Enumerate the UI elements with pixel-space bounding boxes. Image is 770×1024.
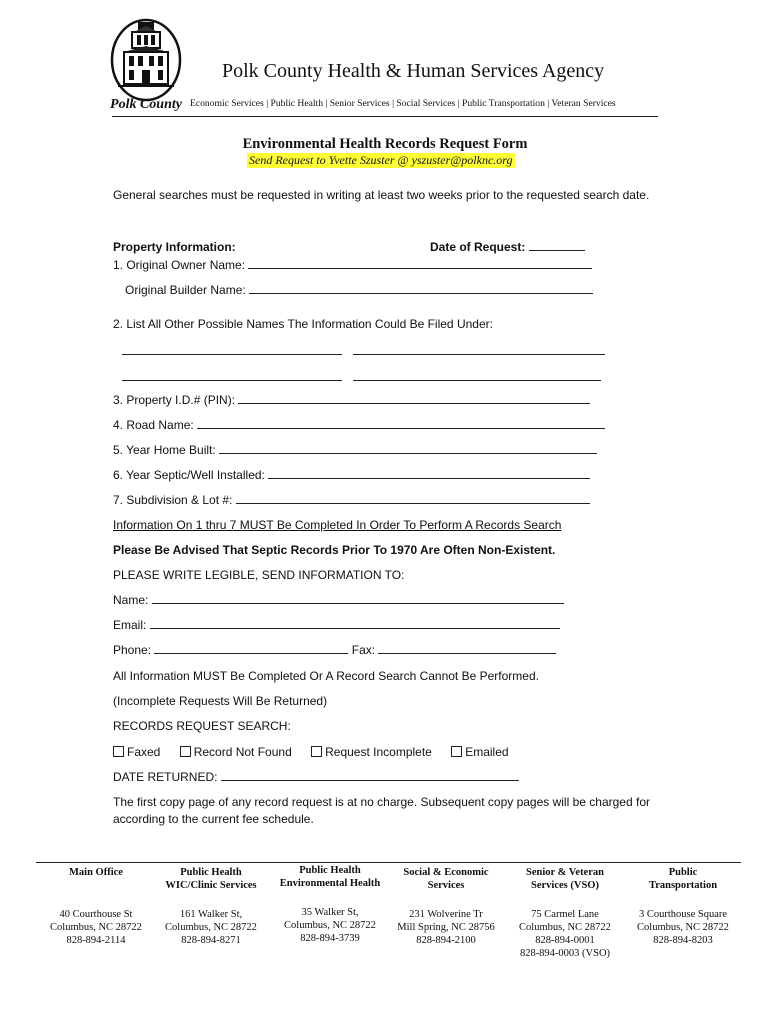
agency-title: Polk County Health & Human Services Agency <box>222 60 605 82</box>
checkbox-icon <box>311 746 322 757</box>
checkbox-request-incomplete[interactable]: Request Incomplete <box>311 745 432 759</box>
date-returned-row <box>113 769 519 786</box>
date-of-request-field[interactable] <box>529 239 585 251</box>
email-label: Email: <box>113 618 147 632</box>
checkbox-faxed[interactable]: Faxed <box>113 745 160 759</box>
year-built-row <box>113 442 597 459</box>
owner-name-field[interactable] <box>248 257 592 269</box>
footer-divider <box>36 862 741 863</box>
date-of-request-label: Date of Request: <box>430 240 526 254</box>
fee-note: The first copy page of any record request is at no charge. Subsequent copy pages will be charged for according to the current fee schedule. <box>113 795 650 826</box>
septic-row <box>113 467 590 484</box>
septic-field[interactable] <box>268 467 590 479</box>
header-divider <box>112 116 658 117</box>
other-name-field-2[interactable] <box>353 343 605 355</box>
year-built-label: 5. Year Home Built: <box>113 443 216 457</box>
footer-social-economic: Social & Economic Services 231 Wolverine Tr Mill Spring, NC 28756 828-894-2100 <box>397 867 495 946</box>
owner-name-row <box>113 257 592 274</box>
subdivision-label: 7. Subdivision & Lot #: <box>113 493 233 507</box>
road-field[interactable] <box>197 417 605 429</box>
subdivision-field[interactable] <box>236 492 590 504</box>
date-returned-label: DATE RETURNED: <box>113 770 218 784</box>
other-names-label: 2. List All Other Possible Names The Information Could Be Filed Under: <box>113 317 493 331</box>
phone-fax-row <box>113 642 556 659</box>
other-name-field-4[interactable] <box>353 369 601 381</box>
send-request-note: Send Request to Yvette Szuster @ yszuster@polknc.org <box>249 153 513 167</box>
builder-name-label: Original Builder Name: <box>125 283 246 297</box>
owner-name-label: 1. Original Owner Name: <box>113 258 246 272</box>
footer-senior-veteran: Senior & Veteran Services (VSO) 75 Carmel Lane Columbus, NC 28722 828-894-0001 828-894-0003 (VSO) <box>519 867 611 959</box>
all-info-note: All Information MUST Be Completed Or A Record Search Cannot Be Performed. <box>113 669 539 683</box>
pin-label: 3. Property I.D.# (PIN): <box>113 393 236 407</box>
septic-label: 6. Year Septic/Well Installed: <box>113 468 265 482</box>
checkbox-record-not-found[interactable]: Record Not Found <box>180 745 292 759</box>
fax-label: Fax: <box>351 643 376 657</box>
name-row <box>113 592 564 609</box>
builder-name-row <box>125 282 593 299</box>
name-label: Name: <box>113 593 149 607</box>
footer-public-transportation: Public Transportation 3 Courthouse Square Columbus, NC 28722 828-894-8203 <box>637 867 729 946</box>
email-field[interactable] <box>150 617 560 629</box>
form-title: Environmental Health Records Request Form <box>242 136 528 152</box>
checkbox-icon <box>113 746 124 757</box>
builder-name-field[interactable] <box>249 282 593 294</box>
subdivision-row <box>113 492 590 509</box>
intro-text: General searches must be requested in writing at least two weeks prior to the requested search date. <box>113 188 650 202</box>
send-info-label: PLEASE WRITE LEGIBLE, SEND INFORMATION TO: <box>113 568 405 582</box>
septic-advisory: Please Be Advised That Septic Records Prior To 1970 Are Often Non-Existent. <box>113 543 556 557</box>
road-row <box>113 417 605 434</box>
road-label: 4. Road Name: <box>113 418 194 432</box>
footer-public-health-wic: Public Health WIC/Clinic Services 161 Walker St, Columbus, NC 28722 828-894-8271 <box>165 867 257 946</box>
phone-label: Phone: <box>113 643 152 657</box>
pin-field[interactable] <box>238 392 590 404</box>
other-name-field-3[interactable] <box>122 369 342 381</box>
must-complete-note: Information On 1 thru 7 MUST Be Completed In Order To Perform A Records Search <box>113 518 562 532</box>
agency-services-line: Economic Services | Public Health | Senior Services | Social Services | Public Transportation | Veteran Services <box>190 98 616 109</box>
other-name-field-1[interactable] <box>122 343 342 355</box>
checkbox-emailed[interactable]: Emailed <box>451 745 508 759</box>
year-built-field[interactable] <box>219 442 597 454</box>
date-returned-field[interactable] <box>221 769 519 781</box>
records-search-checkboxes <box>113 744 525 761</box>
date-of-request <box>430 239 585 256</box>
fax-field[interactable] <box>378 642 556 654</box>
property-info-label: Property Information: <box>113 240 236 254</box>
incomplete-note: (Incomplete Requests Will Be Returned) <box>113 694 328 708</box>
footer-public-health-environmental: Public Health Environmental Health 35 Walker St, Columbus, NC 28722 828-894-3739 <box>279 865 381 944</box>
logo-text: Polk County <box>110 97 182 112</box>
checkbox-icon <box>180 746 191 757</box>
name-field[interactable] <box>152 592 564 604</box>
records-search-label: RECORDS REQUEST SEARCH: <box>113 719 291 733</box>
pin-row <box>113 392 590 409</box>
footer-main-office: Main Office 40 Courthouse St Columbus, NC 28722 828-894-2114 <box>50 867 142 946</box>
polk-county-courthouse-logo <box>104 16 188 116</box>
phone-field[interactable] <box>154 642 348 654</box>
checkbox-icon <box>451 746 462 757</box>
email-row <box>113 617 560 634</box>
